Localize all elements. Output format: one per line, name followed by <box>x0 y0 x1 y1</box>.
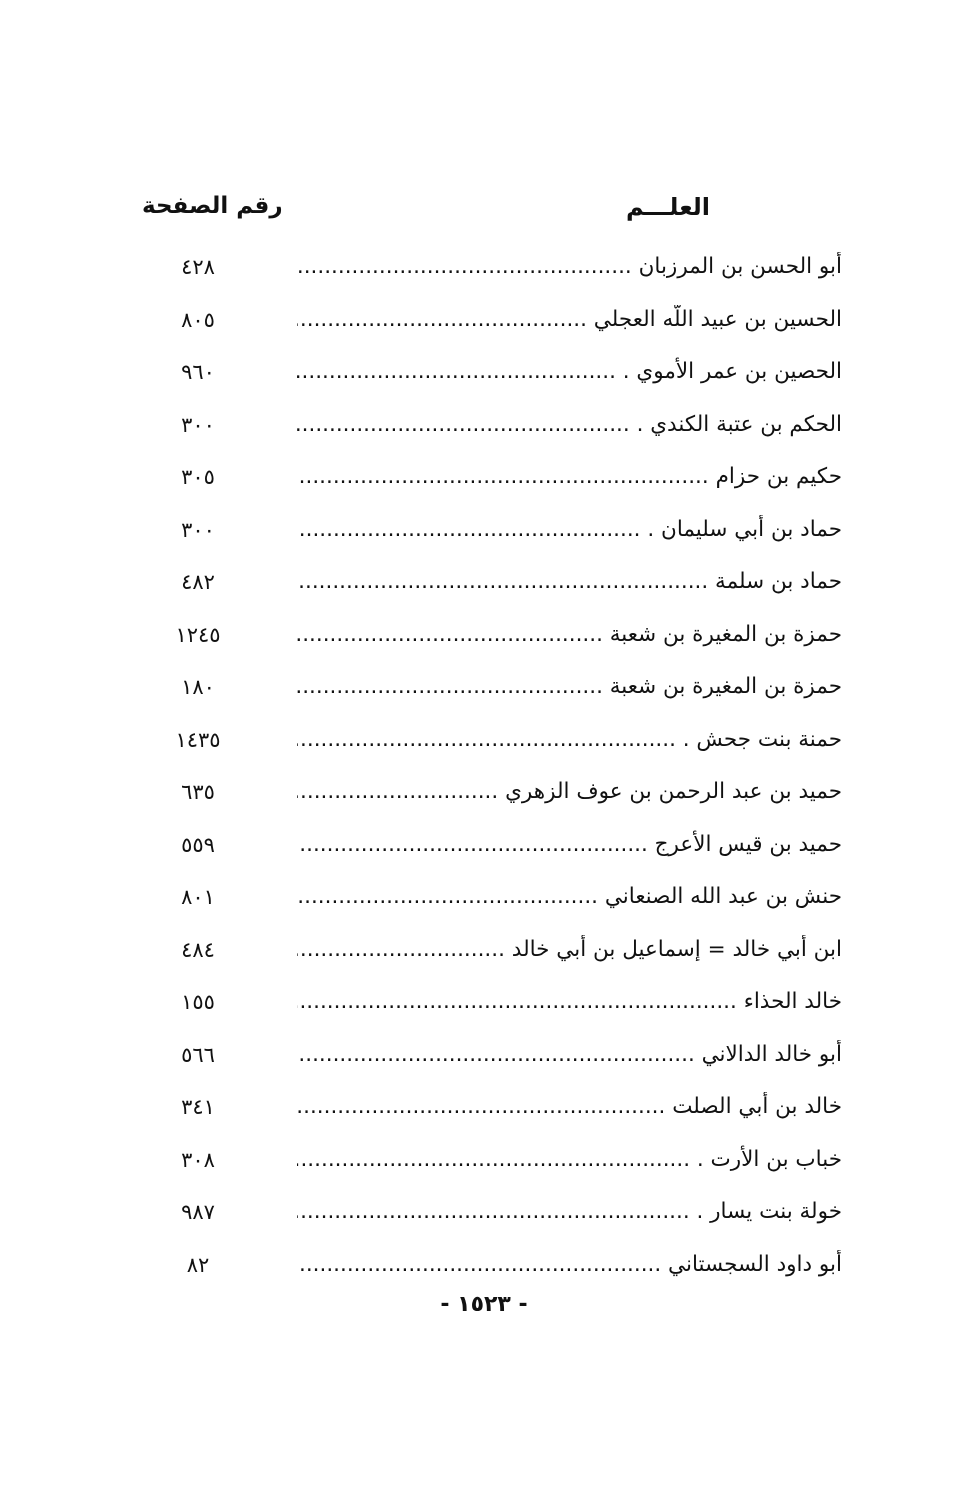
page-number: - ١٥٢٣ - <box>440 1292 528 1317</box>
entry-page-number: ٥٦٦ <box>181 1042 215 1067</box>
entry-name: أبو خالد الدالاني ..... <box>297 1040 842 1070</box>
entry-name: حمزة بن المغيرة بن شعبة ..... <box>297 672 842 702</box>
entry-page-number: ٩٨٧ <box>181 1200 215 1224</box>
index-entry <box>0 1084 968 1137</box>
entry-page-number: ١٥٥ <box>181 990 215 1014</box>
index-entry <box>0 454 968 507</box>
entry-name: حميد بن قيس الأعرج ..... <box>297 830 842 860</box>
index-entry <box>0 979 968 1032</box>
entry-name: حميد بن عبد الرحمن بن عوف الزهري ..... <box>297 777 842 807</box>
entry-name: خولة بنت يسار . ..... <box>297 1197 842 1227</box>
index-entry <box>0 664 968 717</box>
entry-name: حمنة بنت جحش . ..... <box>297 725 842 755</box>
index-entry <box>0 1189 968 1242</box>
index-entry <box>0 717 968 770</box>
entry-name: أبو الحسن بن المرزبان ..... <box>297 252 842 282</box>
entry-page-number: ١٢٤٥ <box>175 622 221 647</box>
entry-page-number: ٣٠٥ <box>181 465 215 489</box>
entry-name: أبو داود السجستاني ..... <box>297 1250 842 1280</box>
entry-name: الحسين بن عبيد اللّه العجلي ..... <box>297 305 842 335</box>
entry-page-number: ٦٣٥ <box>181 780 215 804</box>
index-entry <box>0 874 968 927</box>
entry-page-number: ١٨٠ <box>181 675 215 699</box>
index-entry <box>0 507 968 560</box>
index-entry <box>0 612 968 665</box>
index-entries <box>0 244 968 1294</box>
entry-name: حماد بن سلمة ..... <box>297 567 842 597</box>
entry-name: خباب بن الأرت . ..... <box>297 1145 842 1175</box>
index-header <box>0 193 968 233</box>
entry-page-number: ٨٠٥ <box>181 307 215 332</box>
entry-name: حنش بن عبد الله الصنعاني ..... <box>297 882 842 912</box>
entry-page-number: ١٤٣٥ <box>175 727 221 752</box>
entry-page-number: ٣٤١ <box>181 1095 215 1119</box>
entry-page-number: ٣٠٠ <box>181 412 215 437</box>
entry-page-number: ٣٠٠ <box>181 517 215 542</box>
entry-page-number: ٣٠٨ <box>181 1147 215 1172</box>
entry-name: حكيم بن حزام ..... <box>297 462 842 492</box>
entry-name: حمزة بن المغيرة بن شعبة ..... <box>297 620 842 650</box>
entry-page-number: ٨٠١ <box>181 885 215 909</box>
index-entry <box>0 244 968 297</box>
name-column-heading: العلـــم <box>625 193 710 221</box>
index-entry <box>0 1032 968 1085</box>
index-entry <box>0 402 968 455</box>
entry-name: الحصين بن عمر الأموي . ..... <box>297 357 842 387</box>
index-entry <box>0 559 968 612</box>
entry-page-number: ٩٦٠ <box>181 360 215 384</box>
index-entry <box>0 769 968 822</box>
entry-name: ابن أبي خالد = إسماعيل بن أبي خالد ..... <box>297 935 842 965</box>
index-entry <box>0 1242 968 1295</box>
page-column-heading: رقم الصفحة <box>142 193 283 219</box>
entry-name: الحكم بن عتبة الكندي . ..... <box>297 410 842 440</box>
entry-page-number: ٤٢٨ <box>181 255 215 279</box>
entry-page-number: ٥٥٩ <box>181 832 215 857</box>
entry-page-number: ٨٢ <box>186 1252 210 1277</box>
entry-page-number: ٤٨٢ <box>181 570 215 594</box>
index-entry <box>0 927 968 980</box>
index-entry <box>0 297 968 350</box>
entry-page-number: ٤٨٤ <box>181 937 215 962</box>
entry-name: حماد بن أبي سليمان . ..... <box>297 515 842 545</box>
entry-name: خالد بن أبي الصلت ..... <box>297 1092 842 1122</box>
index-entry <box>0 349 968 402</box>
index-entry <box>0 822 968 875</box>
index-entry <box>0 1137 968 1190</box>
entry-name: خالد الحذاء ..... <box>297 987 842 1017</box>
